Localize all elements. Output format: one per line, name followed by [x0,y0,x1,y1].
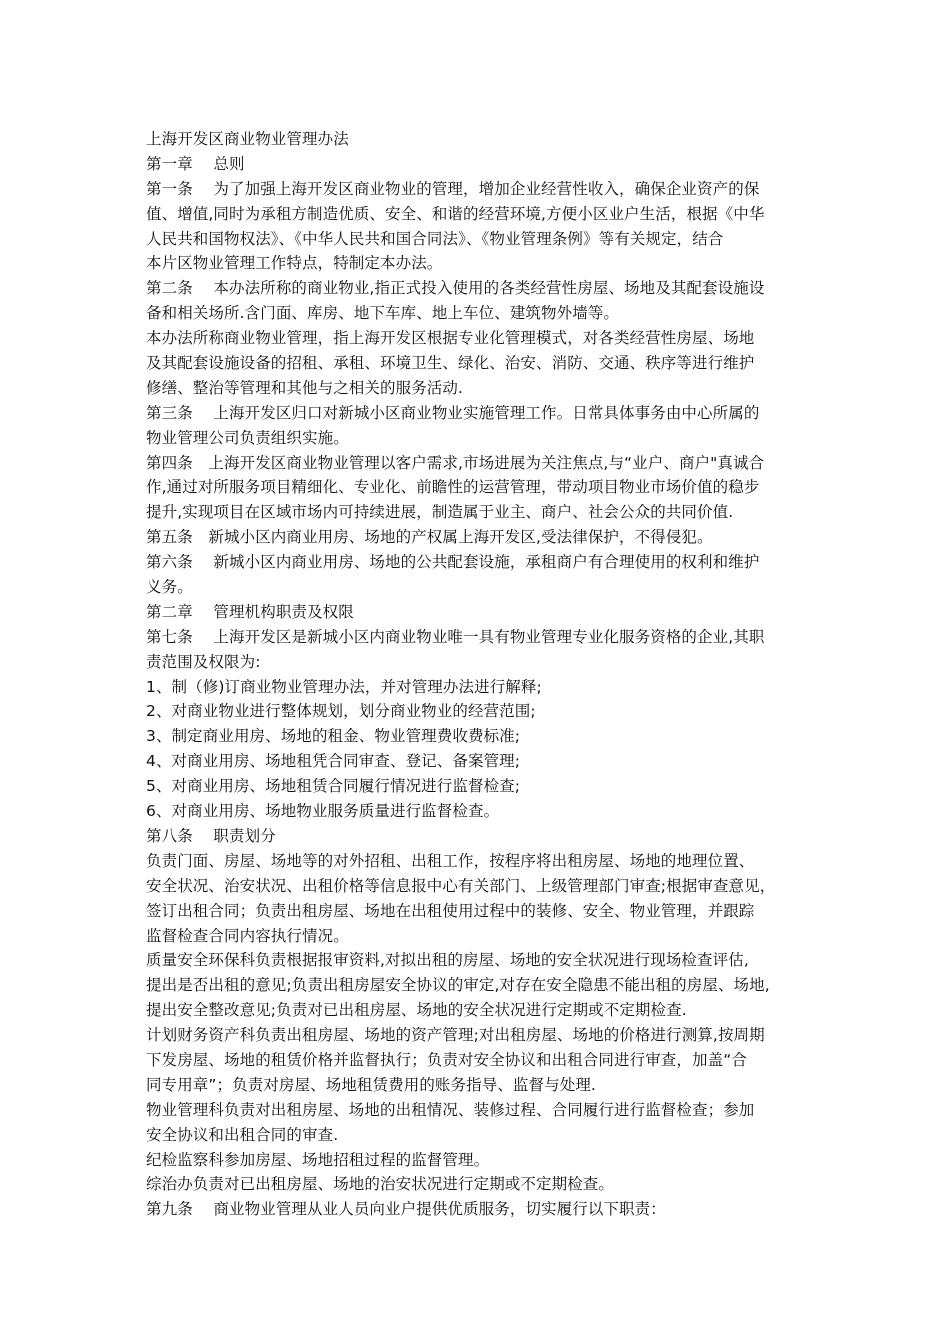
text-line: 作,通过对所服务项目精细化、专业化、前瞻性的运营管理，带动项目物业市场价值的稳步 [146,478,760,497]
text-line: 3、制定商业用房、场地的租金、物业管理费收费标准; [146,727,521,746]
text-line: 质量安全环保科负责根据报审资料,对拟出租的房屋、场地的安全状况进行现场检查评估, [146,951,749,970]
text-line: 责范围及权限为: [146,652,261,671]
text-line: 综治办负责对已出租房屋、场地的治安状况进行定期或不定期检查。 [146,1175,615,1194]
text-line: 1、制（修)订商业物业管理办法，并对管理办法进行解释; [146,677,542,696]
document-page [146,127,810,1222]
text-line: 6、对商业用房、场地物业服务质量进行监督检查。 [146,802,500,821]
text-line: 第四条 上海开发区商业物业管理以客户需求,市场进展为关注焦点,与“业户、商户"真诚合 [146,453,765,472]
text-line: 第八条 职责划分 [146,826,276,845]
text-line: 第六条 新城小区内商业用房、场地的公共配套设施，承租商户有合理使用的权利和维护 [146,553,760,572]
text-line: 同专用章”；负责对房屋、场地租赁费用的账务指导、监督与处理. [146,1075,596,1094]
text-line: 计划财务资产科负责出租房屋、场地的资产管理;对出租房屋、场地的价格进行测算,按周期 [146,1026,765,1045]
text-line: 签订出租合同；负责出租房屋、场地在出租使用过程中的装修、安全、物业管理，并跟踪 [146,901,755,920]
text-line: 纪检监察科参加房屋、场地招租过程的监督管理。 [146,1150,490,1169]
text-line: 第一条 为了加强上海开发区商业物业的管理，增加企业经营性收入，确保企业资产的保 [146,179,760,198]
text-line: 本片区物业管理工作特点，特制定本办法。 [146,254,443,273]
text-line: 4、对商业用房、场地租凭合同审查、登记、备案管理; [146,752,521,771]
text-line: 第二章 管理机构职责及权限 [146,602,354,621]
text-line: 提出安全整改意见;负责对已出租房屋、场地的安全状况进行定期或不定期检查. [146,1001,687,1020]
text-line: 物业管理公司负责组织实施。 [146,428,349,447]
text-line: 安全状况、治安状况、出租价格等信息报中心有关部门、上级管理部门审查;根据审查意见， [146,876,776,895]
document-title: 上海开发区商业物业管理办法 [146,130,349,148]
text-line: 修缮、整治等管理和其他与之相关的服务活动. [146,378,464,397]
text-line: 第九条 商业物业管理从业人员向业户提供优质服务，切实履行以下职责： [146,1200,666,1219]
text-line: 2、对商业物业进行整体规划，划分商业物业的经营范围; [146,702,536,721]
text-line: 备和相关场所.含门面、库房、地下车库、地上车位、建筑物外墙等。 [146,304,620,323]
text-line: 物业管理科负责对出租房屋、场地的出租情况、装修过程、合同履行进行监督检查；参加 [146,1100,755,1119]
text-line: 义务。 [146,578,193,597]
text-line: 下发房屋、场地的租赁价格并监督执行；负责对安全协议和出租合同进行审查，加盖“合 [146,1050,747,1069]
text-line: 第二条 本办法所称的商业物业,指正式投入使用的各类经营性房屋、场地及其配套设施设 [146,279,765,298]
text-line: 第七条 上海开发区是新城小区内商业物业唯一具有物业管理专业化服务资格的企业,其职 [146,627,765,646]
text-line: 提升,实现项目在区域市场内可持续进展，制造属于业主、商户、社会公众的共同价值. [146,503,734,522]
text-line: 第五条 新城小区内商业用房、场地的产权属上海开发区,受法律保护，不得侵犯。 [146,528,713,547]
text-line: 及其配套设施设备的招租、承租、环境卫生、绿化、治安、消防、交通、秩序等进行维护 [146,354,755,373]
text-line: 负责门面、房屋、场地等的对外招租、出租工作，按程序将出租房屋、场地的地理位置、 [146,851,755,870]
text-line: 5、对商业用房、场地租赁合同履行情况进行监督检查; [146,777,521,796]
text-line: 第三条 上海开发区归口对新城小区商业物业实施管理工作。日常具体事务由中心所属的 [146,403,760,422]
text-line: 值、增值,同时为承租方制造优质、安全、和谐的经营环境,方便小区业户生活，根据《中华 [146,204,765,223]
text-line: 本办法所称商业物业管理，指上海开发区根据专业化管理模式，对各类经营性房屋、场地 [146,329,755,348]
text-line: 提出是否出租的意见;负责出租房屋安全协议的审定,对存在安全隐患不能出租的房屋、场地, [146,976,770,995]
text-line: 安全协议和出租合同的审查. [146,1125,339,1144]
text-line: 第一章 总则 [146,154,245,173]
text-line: 人民共和国物权法》、《中华人民共和国合同法》、《物业管理条例》等有关规定，结合 [146,229,724,248]
text-line: 监督检查合同内容执行情况。 [146,926,349,945]
